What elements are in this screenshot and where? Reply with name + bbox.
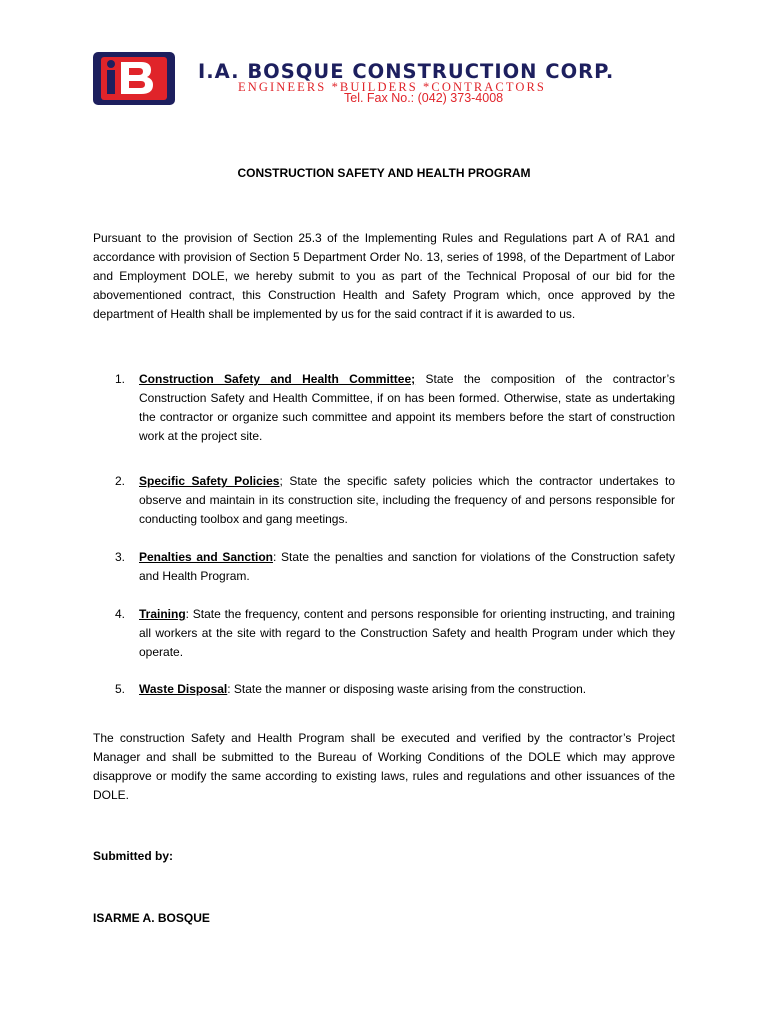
item-heading: Penalties and Sanction: [139, 550, 273, 564]
item-number: 1.: [115, 372, 126, 386]
item-text: ; State the specific safety policies which the contractor undertakes to observe and maintain in its construction site, including the frequency of and persons responsible for conducting toolbox and gang meetings.: [139, 474, 675, 526]
item-text: : State the frequency, content and persons responsible for orienting instructing, and training all workers at the site with regard to the Construction Safety and health Program under which they operate.: [139, 607, 675, 659]
item-number: 4.: [115, 607, 126, 621]
item-body: [139, 548, 675, 586]
item-body: [139, 605, 675, 662]
signatory-name: ISARME A. BOSQUE: [93, 911, 210, 925]
item-body: [139, 680, 675, 699]
submitted-by-label: Submitted by:: [93, 849, 173, 863]
item-number: 2.: [115, 474, 126, 488]
document-title: CONSTRUCTION SAFETY AND HEALTH PROGRAM: [237, 166, 531, 180]
item-number: 3.: [115, 550, 126, 564]
item-body: [139, 472, 675, 529]
letterhead: [0, 0, 768, 120]
company-telfax: Tel. Fax No.: (042) 373-4008: [344, 91, 504, 105]
company-logo: [93, 52, 175, 105]
item-heading: Specific Safety Policies: [139, 474, 280, 488]
item-heading: Training: [139, 607, 186, 621]
item-text: : State the manner or disposing waste arising from the construction.: [227, 682, 587, 696]
item-body: [139, 370, 675, 446]
item-text: State the composition of the contractor’s Construction Safety and Health Committee, if on has been formed. Otherwise, state as undertaking the contractor or organize such committee and appoint its members before the start of construction work at the project site.: [139, 372, 675, 443]
closing-paragraph: The construction Safety and Health Program shall be executed and verified by the contractor’s Project Manager and shall be submitted to the Bureau of Working Conditions of the DOLE which may approve disapprove or modify the same according to existing laws, rules and regulations and other issuances of the DOLE.: [93, 731, 675, 802]
item-text: : State the penalties and sanction for violations of the Construction safety and Health Program.: [139, 550, 675, 583]
item-heading: Construction Safety and Health Committee;: [139, 372, 416, 386]
item-number: 5.: [115, 682, 126, 696]
company-tagline: ENGINEERS *BUILDERS *CONTRACTORS: [238, 80, 546, 94]
company-name: I.A. BOSQUE CONSTRUCTION CORP.: [198, 60, 615, 83]
item-heading: Waste Disposal: [139, 682, 228, 696]
intro-paragraph: Pursuant to the provision of Section 25.3 of the Implementing Rules and Regulations part A of RA1 and accordance with provision of Section 5 Department Order No. 13, series of 1998, of the Department of Labor and Employment DOLE, we hereby submit to you as part of the Technical Proposal of our bid for the abovementioned contract, this Construction Health and Safety Program which, once approved by the department of Health shall be implemented by us for the said contract if it is awarded to us.: [93, 231, 675, 321]
